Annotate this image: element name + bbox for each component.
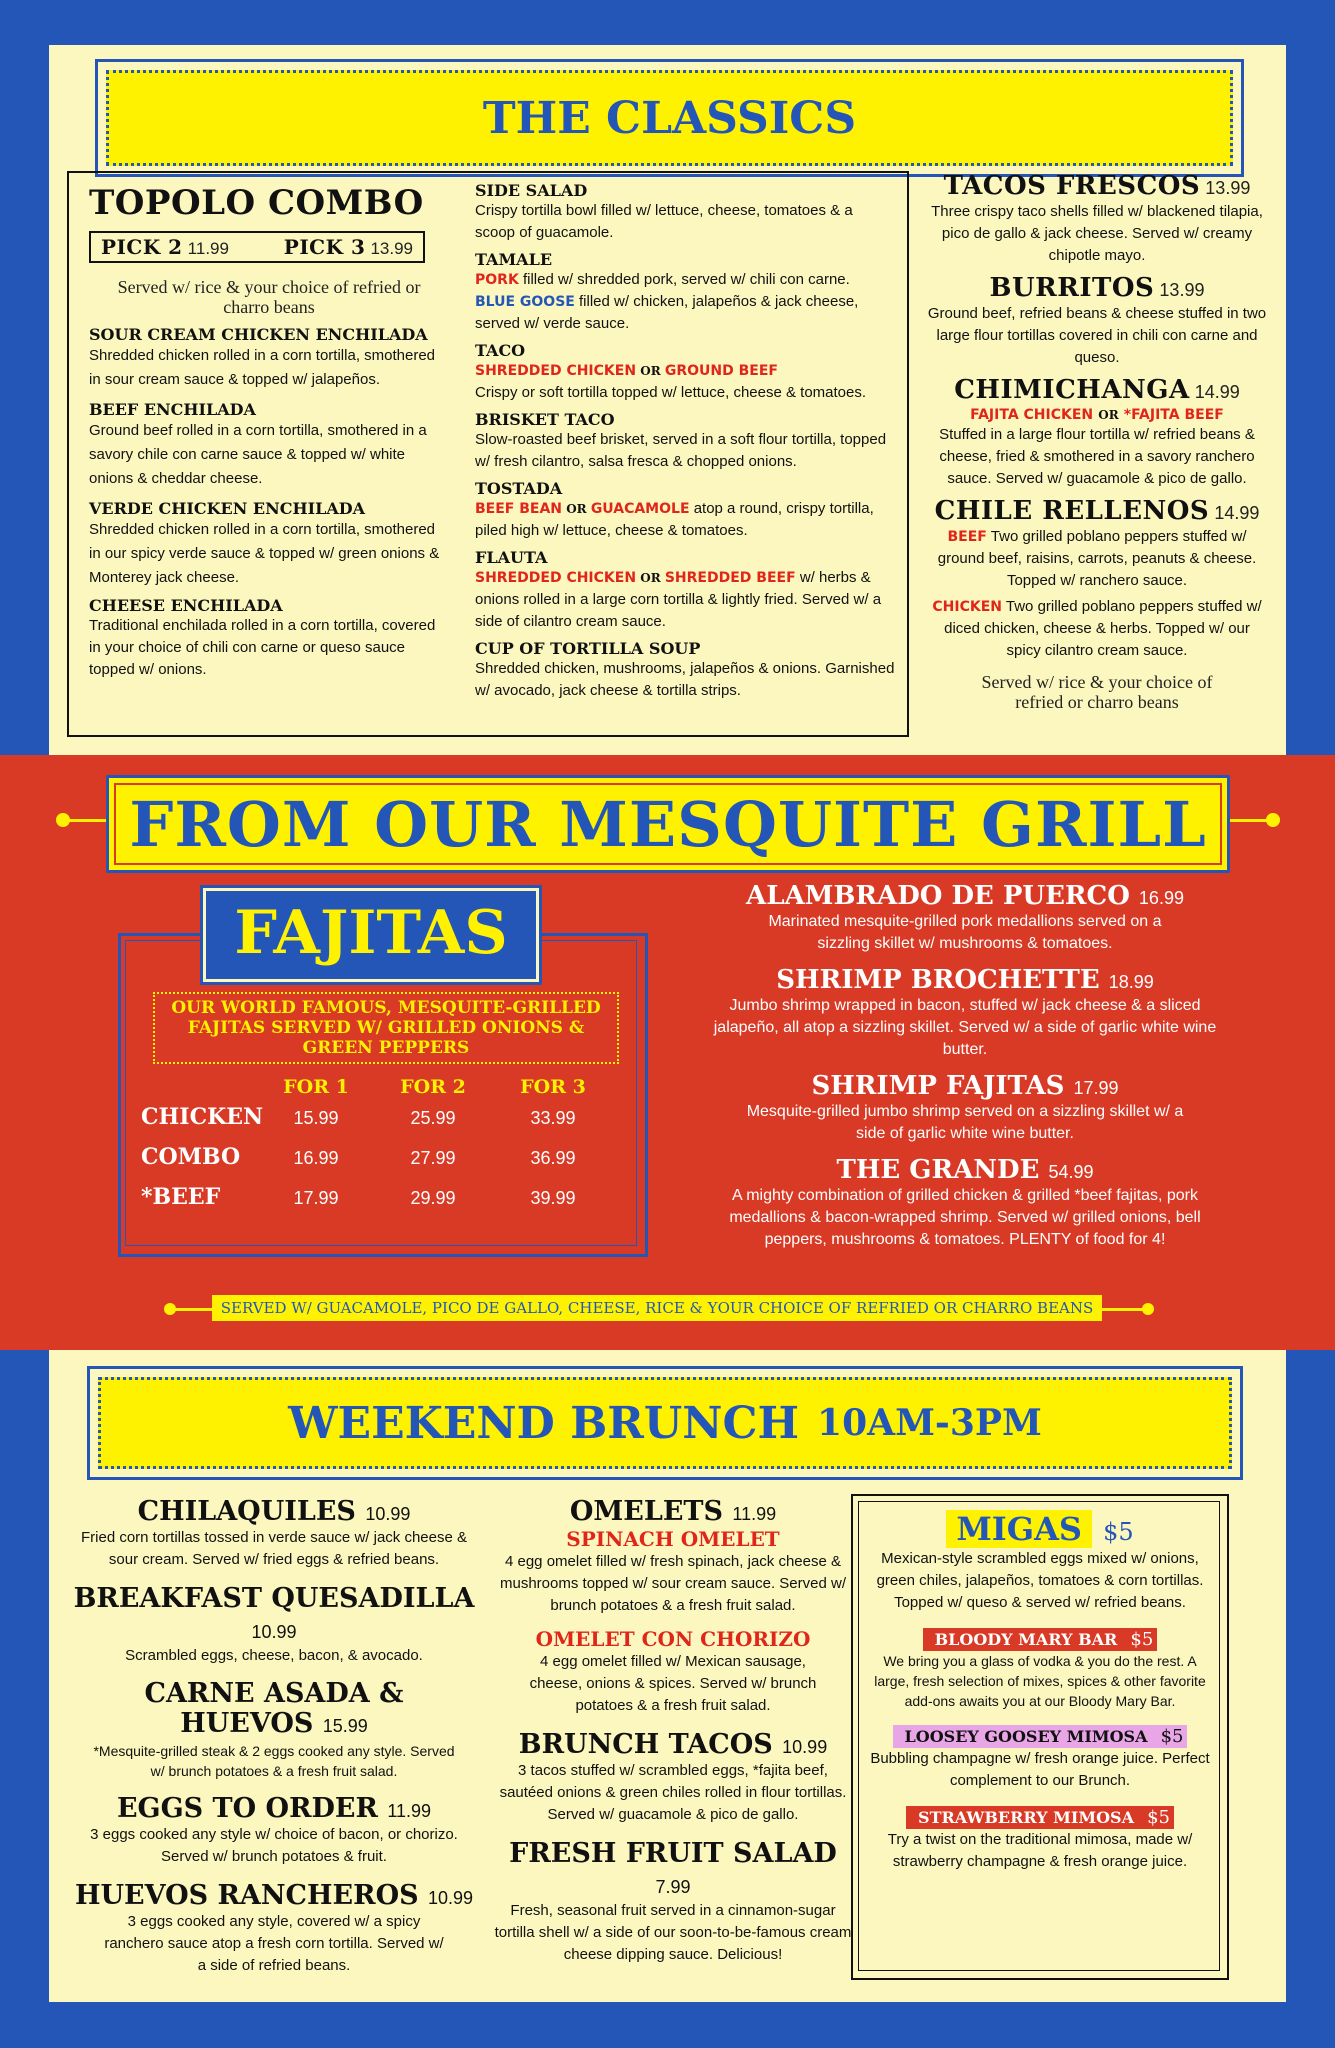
head-for1: FOR 1 xyxy=(283,1076,349,1098)
fajita-price: 25.99 xyxy=(410,1108,456,1128)
brunch-tacos-desc: 3 tacos stuffed w/ scrambled eggs, *fajita beef, sautéed onions & green chiles rolled in flour tortillas. Served w/ guacamole & pico de gallo. xyxy=(499,1762,847,1823)
omelets-title xyxy=(493,1496,853,1527)
fajita-row xyxy=(121,1144,645,1174)
classics-panel xyxy=(49,45,1286,755)
tamale-name: TAMALE xyxy=(475,250,553,269)
fajitas-title: FAJITAS xyxy=(234,898,508,968)
brunch-banner xyxy=(87,1366,1243,1480)
brunch-item-price: 10.99 xyxy=(428,1888,474,1908)
brunch-panel xyxy=(49,1350,1286,2002)
omelet-desc2: 4 egg omelet filled w/ Mexican sausage, cheese, onions & spices. Served w/ brunch potatoes & a fresh fruit salad. xyxy=(529,1653,817,1714)
tostada-desc xyxy=(475,498,895,542)
item-desc: Shredded chicken rolled in a corn tortilla, smothered in sour cream sauce & topped w/ jalapeños. xyxy=(89,347,436,388)
fajita-row xyxy=(121,1104,645,1134)
fajita-row xyxy=(121,1184,645,1214)
item-name: VERDE CHICKEN ENCHILADA xyxy=(89,499,366,518)
flauta-opt2: SHREDDED BEEF xyxy=(664,570,796,586)
pick3: PICK 3 13.99 xyxy=(283,235,413,259)
soup-name: CUP OF TORTILLA SOUP xyxy=(475,639,701,658)
brunch-item-title xyxy=(69,1583,479,1645)
burritos-desc: Ground beef, refried beans & cheese stuffed in two large flour tortillas covered in chili con carne and queso. xyxy=(927,305,1267,366)
brunch-item-price: 10.99 xyxy=(251,1622,297,1642)
omelets-price: 11.99 xyxy=(732,1504,777,1524)
drink-name: LOOSEY GOOSEY MIMOSA xyxy=(904,1727,1148,1746)
tostada-opt1: BEEF BEAN xyxy=(475,501,563,517)
tamale-opt1: PORK xyxy=(475,272,519,288)
brunch-item-price: 15.99 xyxy=(322,1716,368,1736)
taco-desc xyxy=(475,360,895,404)
chimi-name: CHIMICHANGA xyxy=(954,375,1190,405)
strip-dot-right-icon xyxy=(1142,1303,1154,1315)
side-salad-name: SIDE SALAD xyxy=(475,181,588,200)
grill-item-title xyxy=(680,1071,1250,1101)
grill-item-desc: Jumbo shrimp wrapped in bacon, stuffed w/ jack cheese & a sliced jalapeño, all atop a sizzling skillet. Served w/ a side of garlic white wine butter. xyxy=(713,997,1217,1058)
item-desc: Ground beef rolled in a corn tortilla, smothered in a savory chile con carne sauce & topped w/ white onions & cheddar cheese. xyxy=(89,422,427,487)
migas-title xyxy=(867,1510,1213,1548)
tostada-name: TOSTADA xyxy=(475,479,563,498)
grill-item-title xyxy=(680,1155,1250,1185)
flauta-desc-text: w/ herbs & onions rolled in a large corn tortilla & lightly fried. Served w/ a side of cilantro cream sauce. xyxy=(475,569,882,630)
brunch-item-name: EGGS TO ORDER xyxy=(116,1793,378,1824)
rellenos-desc1-text: Two grilled poblano peppers stuffed w/ ground beef, raisins, carrots, peanuts & cheese. Topped w/ ranchero sauce. xyxy=(937,528,1257,589)
burritos-name: BURRITOS xyxy=(989,273,1155,303)
fajita-price: 39.99 xyxy=(530,1188,576,1208)
brisket-name: BRISKET TACO xyxy=(475,410,615,429)
head-for3: FOR 3 xyxy=(520,1076,586,1098)
fajita-price: 27.99 xyxy=(410,1148,456,1168)
flauta-or: OR xyxy=(640,571,661,585)
rod-left-dot-icon xyxy=(56,813,70,827)
tostada-opt2: GUACAMOLE xyxy=(590,501,690,517)
side-salad-desc: Crispy tortilla bowl filled w/ lettuce, cheese, tomatoes & a scoop of guacamole. xyxy=(475,202,853,241)
topolo-combo-box xyxy=(67,171,909,737)
brunch-item-price: 10.99 xyxy=(365,1504,411,1524)
taco-opt1: SHREDDED CHICKEN xyxy=(475,363,637,379)
chimi-price: 14.99 xyxy=(1194,382,1240,402)
brunch-item-desc: Scrambled eggs, cheese, bacon, & avocado. xyxy=(125,1647,423,1664)
burritos xyxy=(925,273,1269,303)
fajita-price: 33.99 xyxy=(530,1108,576,1128)
drink-price: $5 xyxy=(1130,1629,1154,1650)
grill-item-desc: Mesquite-grilled jumbo shrimp served on a sizzling skillet w/ a side of garlic white wine butter. xyxy=(746,1103,1184,1142)
grill-banner xyxy=(106,775,1230,873)
grill-title: FROM OUR MESQUITE GRILL xyxy=(129,788,1207,861)
brunch-item-name: CHILAQUILES xyxy=(137,1496,356,1527)
grill-item-price: 17.99 xyxy=(1073,1078,1119,1098)
migas-price: $5 xyxy=(1103,1518,1134,1546)
tostada-or: OR xyxy=(566,502,587,516)
topolo-left-col xyxy=(89,183,449,681)
classics-banner-inner xyxy=(106,70,1233,166)
taco-name: TACO xyxy=(475,341,526,360)
classics-banner xyxy=(95,59,1244,177)
taco-opt2: GROUND BEEF xyxy=(664,363,778,379)
tamale-desc2: filled w/ chicken, jalapeños & jack cheese, served w/ verde sauce. xyxy=(475,293,859,332)
drink-name: BLOODY MARY BAR xyxy=(934,1630,1118,1649)
item-desc: Traditional enchilada rolled in a corn tortilla, covered in your choice of chili con carne or queso sauce topped w/ onions. xyxy=(89,617,436,678)
brisket-desc: Slow-roasted beef brisket, served in a soft flour tortilla, topped w/ fresh cilantro, salsa fresca & chopped onions. xyxy=(475,431,887,470)
brunch-title: WEEKEND BRUNCH xyxy=(288,1397,800,1449)
omelet-sub1: SPINACH OMELET xyxy=(566,1527,780,1551)
fruit-salad-title xyxy=(493,1838,853,1900)
drink-desc: We bring you a glass of vodka & you do the rest. A large, fresh selection of mixes, spices & other favorite add-ons awaits you at our Bloody Mary Bar. xyxy=(874,1653,1206,1709)
chimi-desc: Stuffed in a large flour tortilla w/ refried beans & cheese, fried & smothered in a savory ranchero sauce. Served w/ guacamole & pico de gallo. xyxy=(939,426,1255,487)
strip-dot-left-icon xyxy=(164,1303,176,1315)
flauta-desc xyxy=(475,567,895,633)
grill-item-name: SHRIMP BROCHETTE xyxy=(776,965,1100,995)
tamale-opt2: BLUE GOOSE xyxy=(475,294,575,310)
rellenos-name: CHILE RELLENOS xyxy=(934,496,1210,526)
topolo-title: TOPOLO COMBO xyxy=(89,183,424,223)
brunch-item-title xyxy=(69,1496,479,1527)
soup-desc: Shredded chicken, mushrooms, jalapeños & onions. Garnished w/ avocado, jack cheese & tortilla strips. xyxy=(475,660,895,699)
grill-item-title xyxy=(680,881,1250,911)
fajita-price: 15.99 xyxy=(293,1108,339,1128)
tamale-desc xyxy=(475,269,895,335)
fajita-price: 17.99 xyxy=(293,1188,339,1208)
grill-item-desc: Marinated mesquite-grilled pork medallions served on a sizzling skillet w/ mushrooms & tomatoes. xyxy=(768,913,1162,952)
tacos-name: TACOS FRESCOS xyxy=(943,171,1201,201)
brunch-item-name: CARNE ASADA & HUEVOS xyxy=(144,1678,404,1739)
item-desc: Shredded chicken rolled in a corn tortilla, smothered in our spicy verde sauce & topped w/ green onions & Monterey jack cheese. xyxy=(89,521,440,586)
brunch-item-desc: Fried corn tortillas tossed in verde sauce w/ jack cheese & sour cream. Served w/ fried eggs & refried beans. xyxy=(80,1529,467,1568)
item-name: BEEF ENCHILADA xyxy=(89,400,256,419)
chile-rellenos xyxy=(925,496,1269,526)
bloody-mary-title xyxy=(923,1628,1158,1651)
classics-title: THE CLASSICS xyxy=(482,92,857,144)
topolo-served: Served w/ rice & your choice of refried or charro beans xyxy=(117,277,421,317)
grill-served: SERVED W/ GUACAMOLE, PICO DE GALLO, CHEESE, RICE & YOUR CHOICE OF REFRIED OR CHARRO BEANS xyxy=(212,1295,1102,1321)
grill-item-name: ALAMBRADO DE PUERCO xyxy=(746,881,1130,911)
rellenos-opt2: CHICKEN xyxy=(932,599,1002,615)
brunch-item-name: HUEVOS RANCHEROS xyxy=(74,1880,419,1911)
rellenos-opt1: BEEF xyxy=(947,529,987,545)
brunch-item-title xyxy=(69,1679,479,1741)
fruit-salad-price: 7.99 xyxy=(655,1877,691,1897)
fajitas-table xyxy=(121,1076,645,1246)
classics-served: Served w/ rice & your choice of refried or charro beans xyxy=(981,672,1213,712)
migas-desc: Mexican-style scrambled eggs mixed w/ onions, green chiles, jalapeños, tomatoes & corn tortillas. Topped w/ queso & served w/ refried beans. xyxy=(876,1550,1204,1611)
brunch-item-price: 11.99 xyxy=(387,1801,432,1821)
brunch-banner-inner xyxy=(98,1377,1232,1469)
brunch-tacos-title xyxy=(493,1729,853,1760)
brunch-item-desc: *Mesquite-grilled steak & 2 eggs cooked any style. Served w/ brunch potatoes & a fresh fruit salad. xyxy=(93,1743,455,1779)
pick2: PICK 2 11.99 xyxy=(101,235,229,259)
taco-desc-text: Crispy or soft tortilla topped w/ lettuce, cheese & tomatoes. xyxy=(475,384,867,401)
grill-item-name: SHRIMP FAJITAS xyxy=(811,1071,1065,1101)
tostada-desc-text: atop a round, crispy tortilla, piled high w/ lettuce, cheese & tomatoes. xyxy=(475,500,874,539)
omelet-desc1: 4 egg omelet filled w/ fresh spinach, jack cheese & mushrooms topped w/ sour cream sauce. Served w/ brunch potatoes & a fresh fruit salad. xyxy=(500,1553,846,1614)
burritos-price: 13.99 xyxy=(1159,280,1205,300)
grill-item-price: 54.99 xyxy=(1048,1162,1094,1182)
tacos-desc: Three crispy taco shells filled w/ blackened tilapia, pico de gallo & jack cheese. Served w/ creamy chipotle mayo. xyxy=(931,203,1263,264)
grill-item-price: 18.99 xyxy=(1108,972,1154,992)
loosey-goosey-title xyxy=(893,1725,1188,1748)
tamale-desc1: filled w/ shredded pork, served w/ chili con carne. xyxy=(522,271,850,288)
brunch-item-title xyxy=(69,1793,479,1824)
fajita-name: CHICKEN xyxy=(141,1104,264,1130)
grill-item-price: 16.99 xyxy=(1138,888,1184,908)
fajitas-box xyxy=(118,898,648,1257)
brunch-item-name: BREAKFAST QUESADILLA xyxy=(73,1583,475,1614)
chimi-options xyxy=(925,405,1269,424)
brunch-item-desc: 3 eggs cooked any style, covered w/ a spicy ranchero sauce atop a fresh corn tortilla. Served w/ a side of refried beans. xyxy=(104,1913,444,1974)
brunch-tacos-name: BRUNCH TACOS xyxy=(518,1729,773,1760)
topolo-right-col xyxy=(475,181,895,702)
drink-name: STRAWBERRY MIMOSA xyxy=(918,1808,1134,1827)
fajita-price: 16.99 xyxy=(293,1148,339,1168)
item-name: SOUR CREAM CHICKEN ENCHILADA xyxy=(89,325,428,344)
brunch-item-title xyxy=(69,1880,479,1911)
taco-or: OR xyxy=(640,364,661,378)
brunch-tacos-price: 10.99 xyxy=(782,1737,828,1757)
classics-right-col xyxy=(925,171,1269,712)
grill-items xyxy=(680,881,1250,1251)
rellenos-desc1 xyxy=(925,526,1269,592)
brunch-left-col xyxy=(69,1496,479,1977)
drink-desc: Try a twist on the traditional mimosa, made w/ strawberry champagne & fresh orange juice. xyxy=(887,1831,1193,1870)
strawberry-mimosa-title xyxy=(906,1806,1174,1829)
flauta-opt1: SHREDDED CHICKEN xyxy=(475,570,637,586)
brunch-specials-box xyxy=(851,1494,1229,1980)
grill-item-title xyxy=(680,965,1250,995)
rellenos-price: 14.99 xyxy=(1214,503,1260,523)
chimichanga xyxy=(925,375,1269,405)
fruit-salad-name: FRESH FRUIT SALAD xyxy=(509,1838,837,1869)
brunch-item-desc: 3 eggs cooked any style w/ choice of bacon, or chorizo. Served w/ brunch potatoes & fruit. xyxy=(90,1826,458,1865)
brunch-specials-content xyxy=(867,1510,1213,1873)
fajitas-tag xyxy=(203,888,539,982)
migas-name: MIGAS xyxy=(946,1510,1092,1548)
tacos-price: 13.99 xyxy=(1205,178,1251,198)
fajita-price: 29.99 xyxy=(410,1188,456,1208)
grill-band xyxy=(0,755,1335,1350)
chimi-opt1: FAJITA CHICKEN xyxy=(970,407,1094,423)
omelets-name: OMELETS xyxy=(569,1496,723,1527)
grill-item-desc: A mighty combination of grilled chicken & grilled *beef fajitas, pork medallions & bacon-wrapped shrimp. Served w/ grilled onions, bell peppers, mushrooms & tomatoes. PLENTY of food for 4! xyxy=(729,1187,1201,1248)
tacos-frescos xyxy=(925,171,1269,201)
rellenos-desc2 xyxy=(925,596,1269,662)
drink-desc: Bubbling champagne w/ fresh orange juice. Perfect complement to our Brunch. xyxy=(870,1750,1210,1789)
fruit-salad-desc: Fresh, seasonal fruit served in a cinnamon-sugar tortilla shell w/ a side of our soon-to-be-famous cream cheese dipping sauce. Delicious! xyxy=(494,1902,852,1963)
fajita-name: *BEEF xyxy=(141,1184,221,1210)
item-name: CHEESE ENCHILADA xyxy=(89,596,283,615)
omelet-sub2: OMELET CON CHORIZO xyxy=(535,1627,811,1651)
rod-right-dot-icon xyxy=(1266,813,1280,827)
fajitas-subtitle: OUR WORLD FAMOUS, MESQUITE-GRILLED FAJITAS SERVED W/ GRILLED ONIONS & GREEN PEPPERS xyxy=(153,992,619,1064)
chimi-or: OR xyxy=(1098,408,1119,422)
drink-price: $5 xyxy=(1160,1726,1184,1747)
fajita-price: 36.99 xyxy=(530,1148,576,1168)
fajita-name: COMBO xyxy=(141,1144,241,1170)
rellenos-desc2-text: Two grilled poblano peppers stuffed w/ diced chicken, cheese & herbs. Topped w/ our spicy cilantro cream sauce. xyxy=(944,598,1262,659)
flauta-name: FLAUTA xyxy=(475,548,548,567)
drink-price: $5 xyxy=(1147,1807,1170,1828)
pick-box xyxy=(89,231,425,263)
head-for2: FOR 2 xyxy=(400,1076,466,1098)
chimi-opt2: *FAJITA BEEF xyxy=(1123,407,1224,423)
grill-item-name: THE GRANDE xyxy=(836,1155,1040,1185)
brunch-hours: 10AM-3PM xyxy=(817,1402,1042,1444)
brunch-mid-col xyxy=(493,1496,853,1966)
